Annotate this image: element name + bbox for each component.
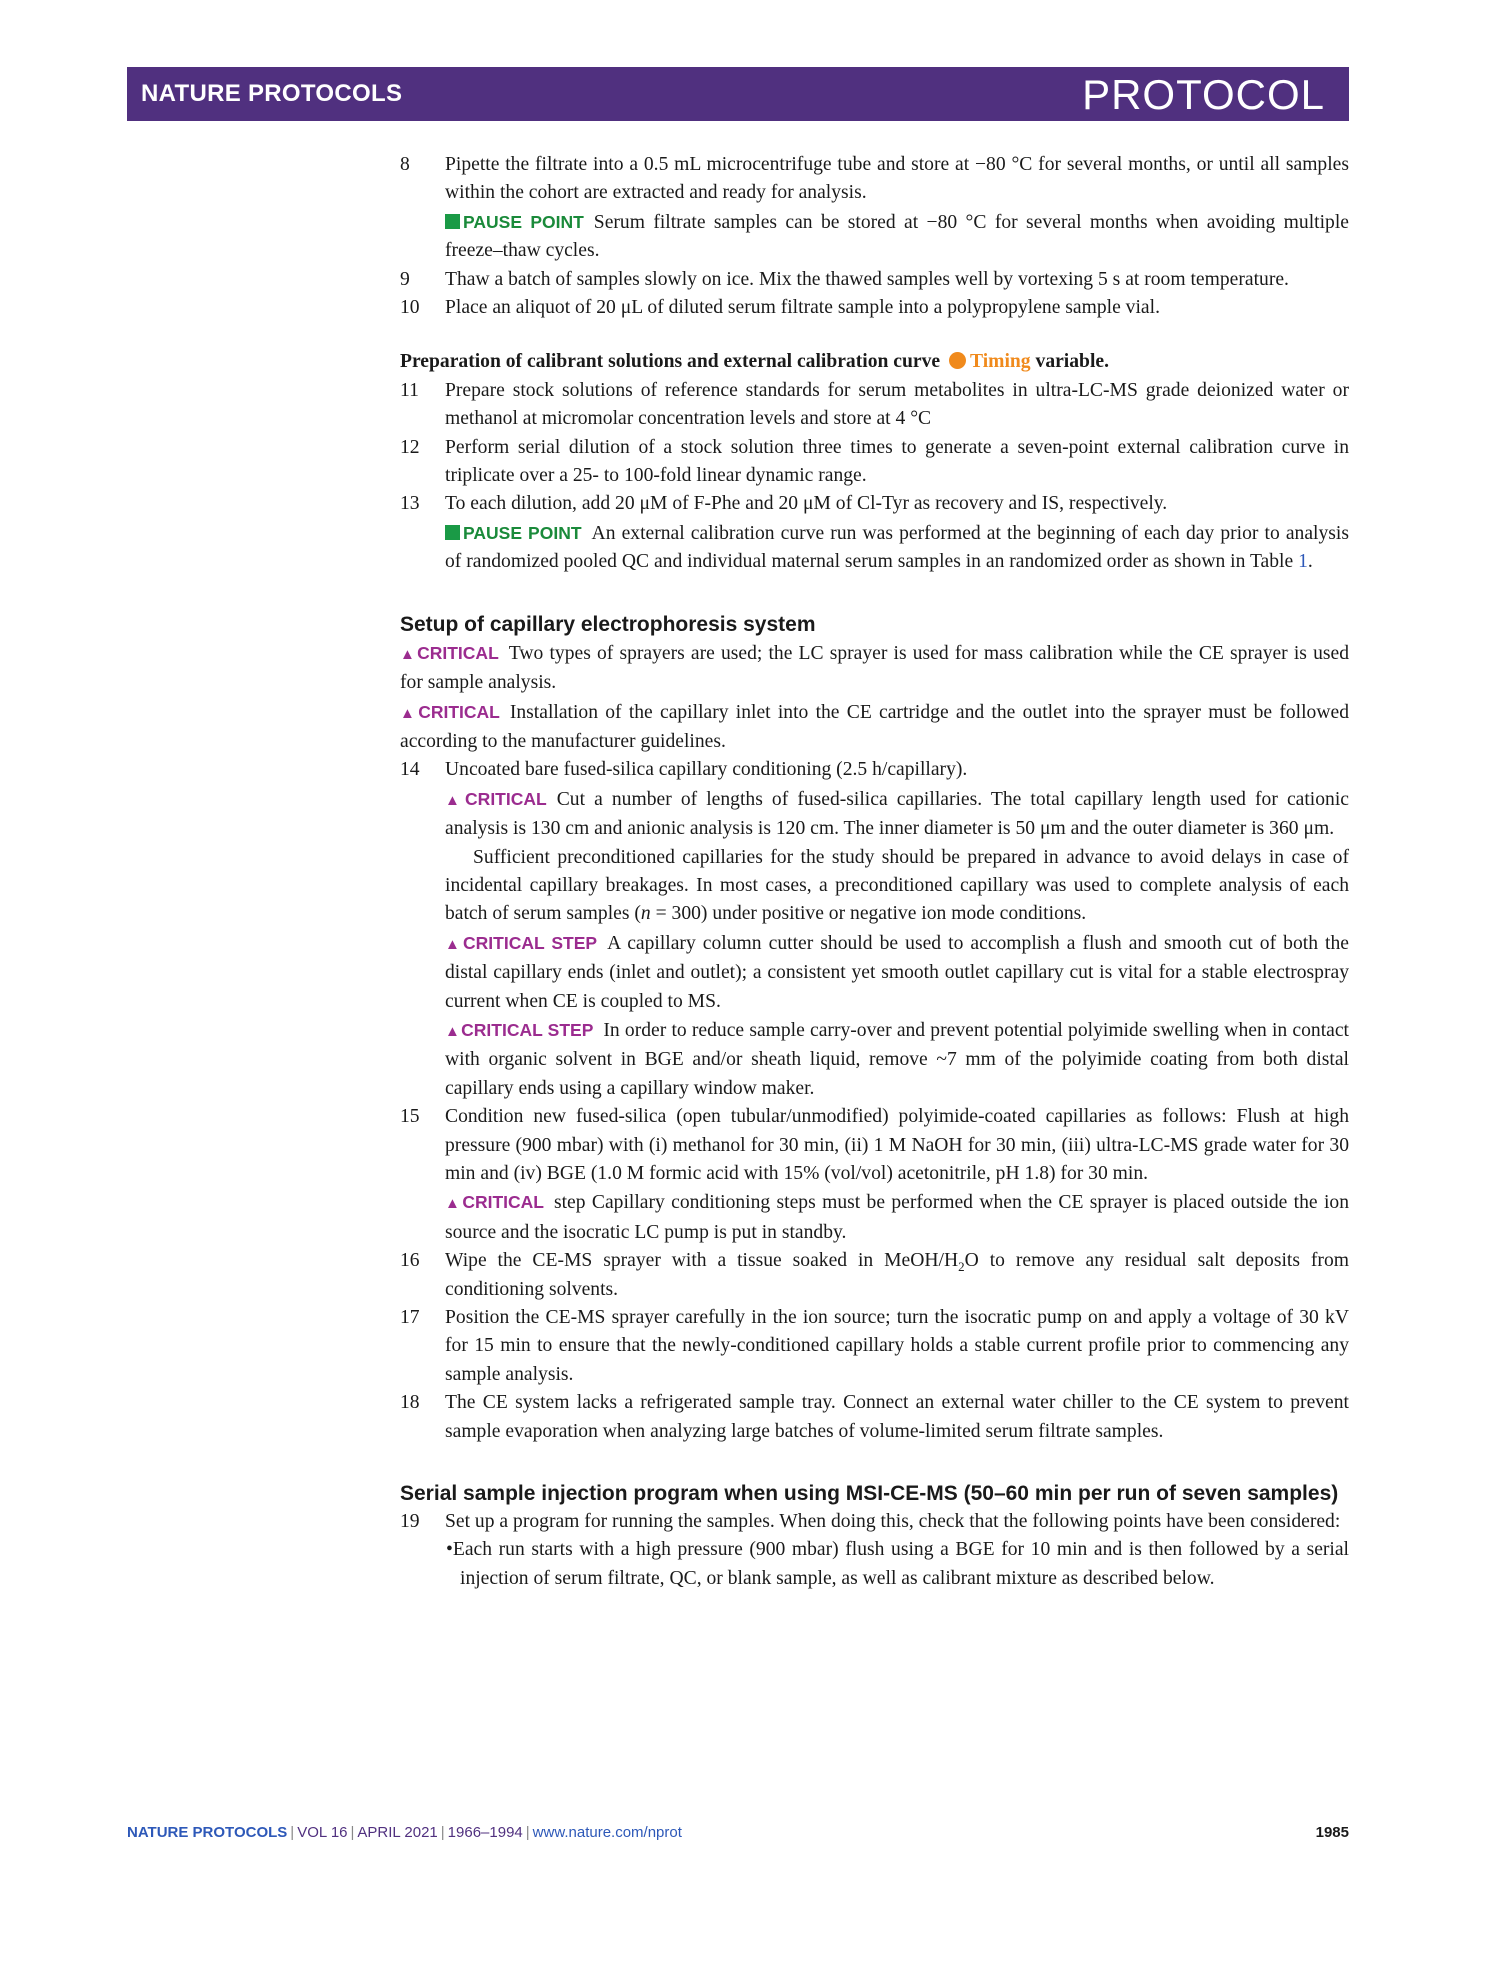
header-banner (127, 67, 1349, 121)
critical-note (400, 698, 1349, 757)
step-number: 9 (400, 268, 410, 290)
step-number: 8 (400, 154, 410, 175)
warning-triangle-icon: ▲ (445, 791, 465, 809)
timing-value: variable. (1035, 351, 1109, 373)
step-text: Set up a program for running the samples. When doing this, check that the following points have been considered: (445, 1511, 1341, 1533)
green-square-icon (445, 525, 460, 540)
list-item: •Each run starts with a high pressure (900 mbar) flush using a BGE for 10 min and is then followed by a serial injection of serum filtrate, QC, or blank sample, as well as calibrant mixture as described below. (446, 1539, 1349, 1589)
pause-point-note (400, 208, 1349, 266)
note-text: Cut a number of lengths of fused-silica capillaries. The total capillary length used for cationic analysis is 130 cm and anionic analysis is 120 cm. The inner diameter is 50 μm and the outer diameter is 360 μm. (445, 788, 1349, 840)
pause-point-tag: PAUSE POINT (445, 212, 584, 232)
step-number: 11 (400, 379, 419, 401)
step-text: Wipe the CE-MS sprayer with a tissue soaked in MeOH/H (445, 1250, 959, 1272)
step-8 (400, 151, 1349, 208)
note-text: step Capillary conditioning steps must be performed when the CE sprayer is placed outside the ion source and the isocratic LC pump is put in standby. (445, 1192, 1349, 1243)
step-number: 17 (400, 1307, 420, 1329)
journal-url-link[interactable]: www.nature.com/nprot (532, 1824, 682, 1841)
step-14 (400, 756, 1349, 784)
step-number: 19 (400, 1511, 420, 1533)
note-text: In order to reduce sample carry-over and prevent potential polyimide swelling when in contact with organic solvent in BGE and/or sheath liquid, remove ~7 mm of the polyimide coating from both distal capillary ends using a capillary window maker. (445, 1019, 1349, 1099)
pause-point-note: PAUSE POINT An external calibration curve run was performed at the beginning of each day prior to analysis of randomized pooled QC and individual maternal serum samples in an randomized order as shown in Table 1. (445, 522, 1349, 573)
step-text: The CE system lacks a refrigerated sample tray. Connect an external water chiller to the CE system to prevent sample evaporation when analyzing large batches of volume-limited serum filtrate samples. (445, 1392, 1349, 1442)
critical-step-note (400, 1016, 1349, 1103)
step-16: 16 Wipe the CE-MS sprayer with a tissue soaked in MeOH/$H_2O$ to remove any residual salt deposits from conditioning solvents. (400, 1247, 1349, 1304)
critical-tag: ▲CRITICAL (400, 642, 499, 663)
critical-step-tag: ▲CRITICAL STEP (445, 932, 598, 953)
note-text: Two types of sprayers are used; the LC sprayer is used for mass calibration while the CE sprayer is used for sample analysis. (400, 642, 1349, 694)
step-19 (400, 1508, 1349, 1536)
critical-step-tag: ▲CRITICAL STEP (445, 1019, 594, 1040)
journal-name: NATURE PROTOCOLS (141, 80, 403, 107)
step-number: 15 (400, 1106, 420, 1128)
green-square-icon (445, 214, 460, 229)
step-14-paragraph: Sufficient preconditioned capillaries for the study should be prepared in advance to avoid delays in case of incidental capillary breakages. In most cases, a preconditioned capillary was used to complete analysis of each batch of serum samples (n = 300) under positive or negative ion mode conditions. (445, 846, 1349, 925)
critical-note (400, 1188, 1349, 1247)
bullet-icon: • (446, 1539, 453, 1561)
step-15 (400, 1103, 1349, 1188)
step-9 (400, 266, 1349, 294)
step-text: Uncoated bare fused-silica capillary conditioning (2.5 h/capillary). (445, 759, 968, 781)
step-number: 13 (400, 493, 420, 515)
step-13 (400, 490, 1349, 518)
note-text: An external calibration curve run was performed at the beginning of each day prior to analysis of randomized pooled QC and individual maternal serum samples in an randomized order as shown in Table (445, 522, 1349, 573)
step-18 (400, 1389, 1349, 1446)
article-body (400, 151, 1349, 1593)
step-11 (400, 377, 1349, 434)
step-text: Prepare stock solutions of reference standards for serum metabolites in ultra-LC-MS grade deionized water or methanol at micromolar concentration levels and store at 4 °C (445, 379, 1349, 430)
step-text: Perform serial dilution of a stock solution three times to generate a seven-point external calibration curve in triplicate over a 25- to 100-fold linear dynamic range. (445, 436, 1349, 487)
critical-step-note (400, 929, 1349, 1016)
step-number: 16 (400, 1250, 420, 1272)
warning-triangle-icon: ▲ (400, 645, 417, 663)
calibration-heading: Preparation of calibrant solutions and external calibration curve Timing variable. (400, 351, 1109, 373)
warning-triangle-icon: ▲ (445, 1195, 462, 1213)
step-text: Place an aliquot of 20 μL of diluted serum filtrate sample into a polypropylene sample vial. (445, 297, 1160, 319)
article-type: PROTOCOL (1082, 71, 1325, 118)
ce-setup-heading: Setup of capillary electrophoresis system (400, 612, 816, 636)
step-text: Thaw a batch of samples slowly on ice. Mix the thawed samples well by vortexing 5 s at room temperature. (445, 268, 1289, 290)
note-text: Serum filtrate samples can be stored at −80 °C for several months when avoiding multiple freeze–thaw cycles. (445, 211, 1349, 262)
warning-triangle-icon: ▲ (400, 704, 418, 722)
injection-program-heading: Serial sample injection program when using MSI-CE-MS (50–60 min per run of seven samples) (400, 1482, 1339, 1506)
critical-tag: ▲CRITICAL (445, 788, 547, 809)
warning-triangle-icon: ▲ (445, 935, 463, 953)
table-1-link[interactable]: 1 (1298, 551, 1308, 573)
note-text: A capillary column cutter should be used to accomplish a flush and smooth cut of both the distal capillary ends (inlet and outlet); a consistent yet smooth outlet capillary cut is vital for a stable electrospray current when CE is coupled to MS. (445, 932, 1349, 1012)
step-text: Position the CE-MS sprayer carefully in the ion source; turn the isocratic pump on and apply a voltage of 30 kV for 15 min to ensure that the newly-conditioned capillary holds a stable current profile prior to commencing any sample analysis. (445, 1307, 1349, 1385)
footer-citation: NATURE PROTOCOLS | VOL 16 | APRIL 2021 | 1966–1994 | www.nature.com/nprot (127, 1824, 682, 1841)
critical-note (400, 785, 1349, 844)
critical-tag: ▲CRITICAL (400, 701, 500, 722)
step-text: To each dilution, add 20 μM of F-Phe and 20 μM of Cl-Tyr as recovery and IS, respectively. (445, 493, 1168, 515)
step-number: 18 (400, 1392, 420, 1414)
critical-note (400, 639, 1349, 698)
step-10 (400, 294, 1349, 322)
step-12 (400, 434, 1349, 491)
step-number: 14 (400, 759, 420, 781)
step-number: 12 (400, 436, 420, 458)
timing-label: Timing (969, 351, 1031, 373)
step-number: 10 (400, 297, 420, 319)
warning-triangle-icon: ▲ (445, 1022, 461, 1040)
step-17 (400, 1304, 1349, 1389)
step-text: Condition new fused-silica (open tubular/unmodified) polyimide-coated capillaries as follows: Flush at high pressure (900 mbar) with (i) methanol for 30 min, (ii) 1 M NaOH for 30 min, (iii) ultra-LC-MS grade water for 30 min and (iv) BGE (1.0 M formic acid with 15% (vol/vol) acetonitrile, pH 1.8) for 30 min. (445, 1106, 1349, 1184)
page-number: 1985 (1315, 1824, 1349, 1841)
critical-tag: ▲CRITICAL (445, 1192, 544, 1213)
note-text: Installation of the capillary inlet into the CE cartridge and the outlet into the sprayer must be followed according to the manufacturer guidelines. (400, 701, 1349, 752)
step-text: Pipette the filtrate into a 0.5 mL microcentrifuge tube and store at −80 °C for several months, or until all samples within the cohort are extracted and ready for analysis. (445, 154, 1349, 204)
pause-point-tag: PAUSE POINT (445, 523, 582, 543)
timing-clock-icon (949, 352, 966, 369)
